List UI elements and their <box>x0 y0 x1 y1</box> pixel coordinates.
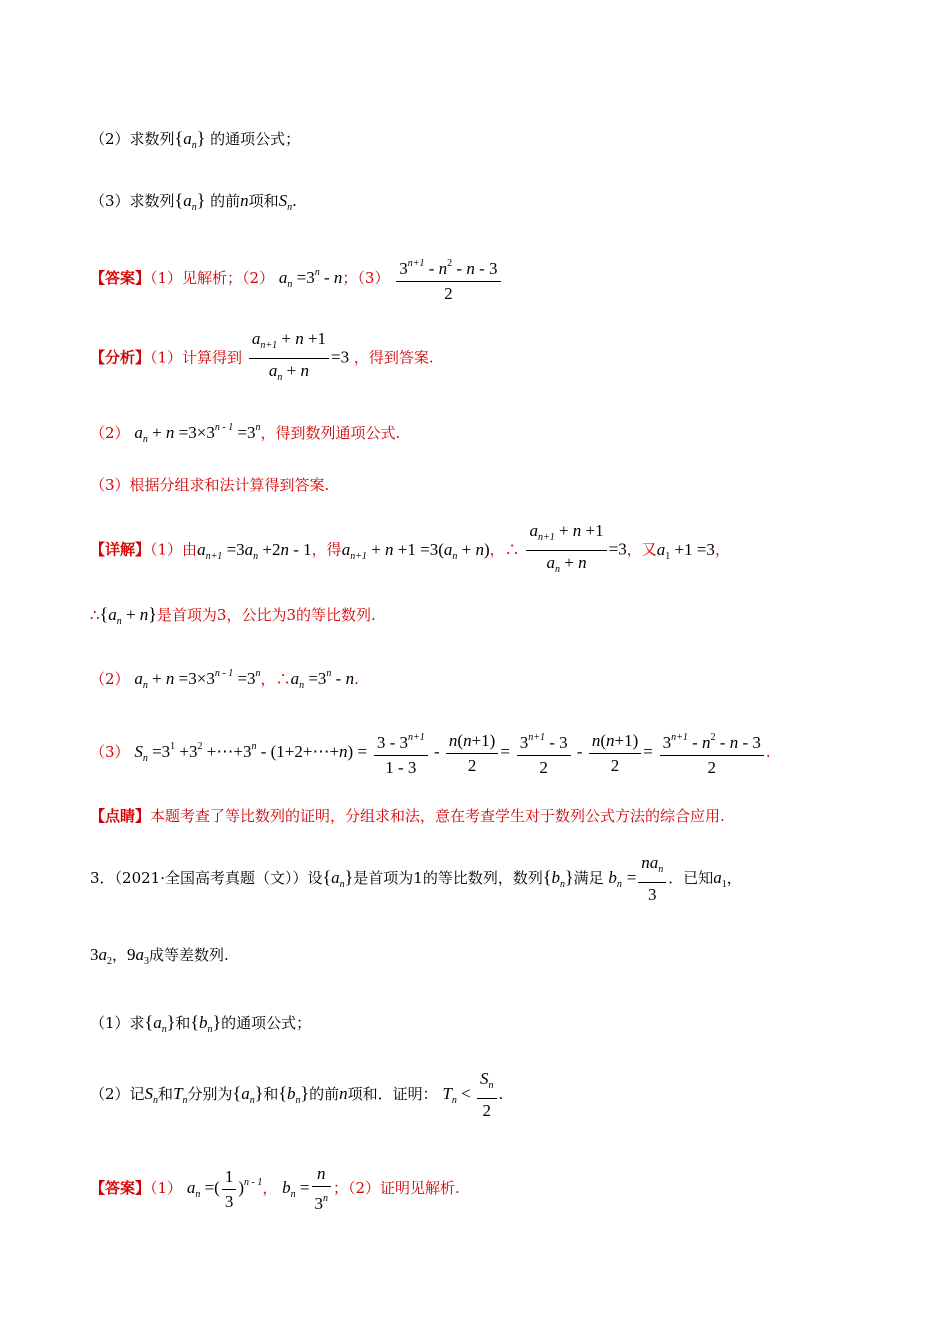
p3-answer: 【答案】（1） $a_n$ =( $\frac{1}{3}$ )$^{n - 1}$， $b_n$ = $\frac{n}{3^n}$ ；（2）证明见解析. <box>90 1164 460 1213</box>
comment-tag: 【点睛】 <box>90 807 151 825</box>
detail-tag: 【详解】 <box>90 540 151 559</box>
p2-detail-1: 【详解】（1）由$a_{n+1} =3a_n +2n - 1$，得$a_{n+1} + n +1 =3(a_n + n)$，∴ $\frac{a_{n+1} + n +1}{a_n + n}$ =3，又$a_1 +1 =3$， <box>90 521 730 575</box>
p2-analysis-3: （3）根据分组求和法计算得到答案. <box>90 476 330 494</box>
p2-analysis-1: 【分析】（1）计算得到 $\frac{a_{n+1} + n +1}{a_n + n}$ =3 ，得到答案. <box>90 329 434 383</box>
p2-analysis-2: （2） $a_n + n =3\times 3^{n - 1} =3^n$，得到数列通项公式. <box>90 422 401 445</box>
p2-question-3: （3）求数列$\{a_n\}$ 的前n项和$S_n$. <box>90 190 297 213</box>
p2-question-2: （2）求数列$\{a_n\}$ 的通项公式； <box>90 128 301 151</box>
p3-question-2: （2）记$S_n$和$T_n$分别为$\{a_n\}$和$\{b_n\}$的前n项和．证明： $T_n$ < $\frac{S_n}{2}$ . <box>90 1069 504 1120</box>
p2-comment: 【点睛】本题考查了等比数列的证明，分组求和法，意在考查学生对于数列公式方法的综合应用. <box>90 807 725 825</box>
p3-statement-line2: $3a_2$，$9a_3$成等差数列. <box>90 945 229 967</box>
p2-detail-geometric: $\therefore\{a_n + n\}$是首项为3，公比为3的等比数列. <box>90 604 376 627</box>
p2-answer: 【答案】（1）见解析；（2） $a_n =3^n - n$；（3） $\frac{3^{n+1} - n^2 - n - 3}{2}$ <box>90 248 503 310</box>
p2-detail-3: （3） $S_n =3^1 +3^2$ $+\cdots+3^n$ - (1+2+⋯+n) = $\frac{3 - 3^{n+1}}{1 - 3}$ - $\frac{n(n+1)}{2}$ = $\frac{3^{n+1} - 3}{2}$ - $\frac{n(n+1)}{2}$ = $\frac{3^{n+1} - n^2 - n - 3}{2}$ . <box>90 722 771 784</box>
p2-detail-2: （2） $a_n + n =3\times 3^{n - 1} =3^n$，$\therefore a_n =3^n - n$. <box>90 668 359 691</box>
answer-tag: 【答案】 <box>90 1179 151 1197</box>
analysis-tag: 【分析】 <box>90 348 151 367</box>
p3-question-1: （1）求$\{a_n\}$和$\{b_n\}$的通项公式； <box>90 1012 312 1035</box>
p3-statement-line1: 3．（2021·全国高考真题（文））设$\{a_n\}$是首项为1的等比数列，数列$\{b_n\}$满足 $b_n$ = $\frac{na_n}{3}$ ．已知$a_1$， <box>90 853 742 904</box>
answer-tag: 【答案】 <box>90 269 151 287</box>
problem-number: 3． <box>90 869 115 887</box>
